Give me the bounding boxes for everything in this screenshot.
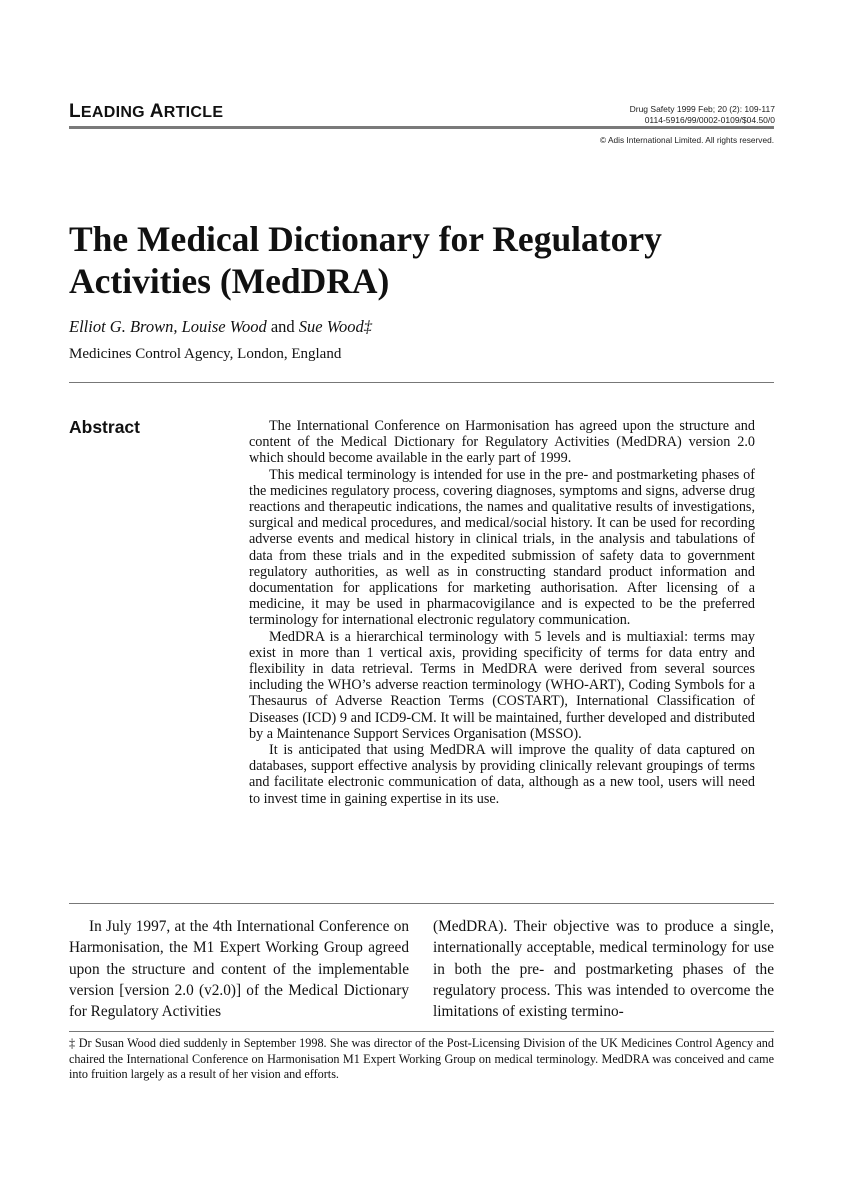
footnote-divider xyxy=(69,1031,774,1032)
abstract-paragraph: The International Conference on Harmonisation has agreed upon the structure and content of the Medical Dictionary for Regulatory Activities (MedDRA) version 2.0 which should become available in the early part of 1999. xyxy=(249,418,755,467)
article-title: The Medical Dictionary for Regulatory Activities (MedDRA) xyxy=(69,219,662,301)
body-column-right: (MedDRA). Their objective was to produce a single, internationally acceptable, medical terminology for use in both the pre- and postmarketing phases of the regulatory process. This was intended to overcome the limitations of existing termino- xyxy=(433,918,774,1021)
body-column-left: In July 1997, at the 4th International Conference on Harmonisation, the M1 Expert Working Group agreed upon the structure and content of the implementable version [version 2.0 (v2.0)] of the Medical Dictionary for Regulatory Activities xyxy=(69,918,409,1021)
journal-citation-block xyxy=(630,104,775,126)
abstract-body xyxy=(249,418,755,807)
abstract-paragraph: MedDRA is a hierarchical terminology with 5 levels and is multiaxial: terms may exist in more than 1 vertical axis, providing specificity of terms for data entry and flexibility in data retrieval. Terms in MedDRA were derived from several sources including the WHO’s adverse reaction terminology (WHO-ART), Coding Symbols for a Thesaurus of Adverse Reaction Terms (COSTART), International Classification of Diseases (ICD) 9 and ICD9-CM. It will be maintained, further developed and distributed by a Maintenance Support Services Organisation (MSSO). xyxy=(249,628,755,742)
section-label-initial-2: A xyxy=(149,101,164,122)
section-label-rest-1: EADING xyxy=(80,104,145,121)
affiliation: Medicines Control Agency, London, England xyxy=(69,346,342,362)
authors-first: Elliot G. Brown, Louise Wood xyxy=(69,317,267,336)
section-label-initial-1: L xyxy=(69,101,81,122)
abstract-divider xyxy=(69,903,774,904)
section-label-rest-2: RTICLE xyxy=(163,104,224,121)
journal-citation: Drug Safety 1999 Feb; 20 (2): 109-117 xyxy=(629,104,775,114)
issn-line: 0114-5916/99/0002-0109/$04.50/0 xyxy=(644,115,775,125)
author-list xyxy=(69,317,372,337)
title-divider xyxy=(69,382,774,383)
copyright-notice: © Adis International Limited. All rights reserved. xyxy=(600,135,774,145)
footnote: ‡ Dr Susan Wood died suddenly in September 1998. She was director of the Post-Licensing Division of the UK Medicines Control Agency and chaired the International Conference on Harmonisation M1 Expert Working Group on medical terminology. MedDRA was conceived and came into fruition largely as a result of her vision and efforts. xyxy=(69,1036,774,1082)
authors-conjunction: and xyxy=(266,317,299,336)
abstract-heading: Abstract xyxy=(69,417,140,437)
authors-last: Sue Wood‡ xyxy=(298,317,372,336)
abstract-paragraph: This medical terminology is intended for use in the pre- and postmarketing phases of the medicines regulatory process, covering diagnoses, symptoms and signs, adverse drug reactions and therapeutic indications, the names and qualitative results of investigations, surgical and medical procedures, and medical/social history. It can be used for recording adverse events and medical history in clinical trials, in the analysis and tabulations of data from these trials and in the expedited submission of safety data to government regulatory authorities, as well as in constructing standard product information and documentation for applications for marketing authorisation. After licensing of a medicine, it may be used in pharmacovigilance and is expected to be the preferred terminology for international electronic regulatory communication. xyxy=(249,466,755,629)
section-label xyxy=(69,101,223,123)
header-rule xyxy=(69,126,774,129)
abstract-paragraph: It is anticipated that using MedDRA will improve the quality of data captured on databases, support effective analysis by providing clinically relevant groupings of terms and facilitate electronic communication of data, although as a new tool, users will need to invest time in gaining expertise in its use. xyxy=(249,742,755,807)
